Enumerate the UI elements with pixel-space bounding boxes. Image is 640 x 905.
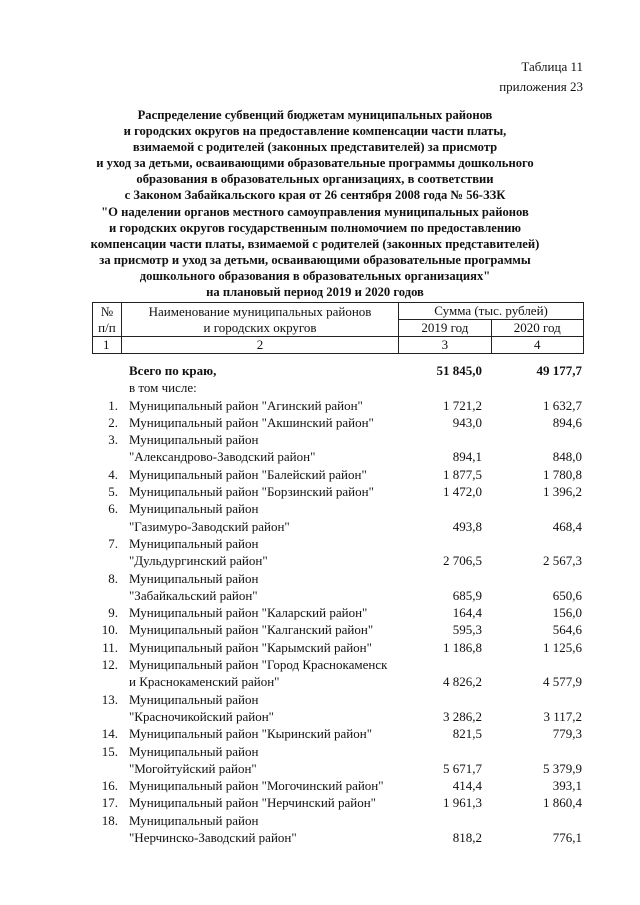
header-col-1: 1	[93, 337, 122, 354]
table-row	[92, 691, 584, 726]
row-value-2019: 894,1	[452, 449, 482, 465]
row-value-2020: 468,4	[552, 518, 582, 534]
row-value-2019: 818,2	[452, 830, 482, 846]
row-name-line2: "Александрово-Заводский район"	[129, 449, 316, 465]
row-number: 9.	[108, 605, 118, 621]
title-line: и городских округов государственным полномочием по предоставлению	[108, 220, 522, 235]
table-row	[92, 397, 584, 414]
table-row	[92, 535, 584, 570]
row-name	[129, 691, 419, 726]
row-name	[129, 794, 419, 811]
row-name	[129, 535, 419, 570]
row-name-line2: "Красночикойский район"	[129, 708, 274, 724]
row-name-line1: Муниципальный район	[129, 501, 259, 517]
row-value-2019: 5 671,7	[443, 760, 482, 776]
row-value-2019: 595,3	[452, 622, 482, 638]
table-row	[92, 483, 584, 500]
header-num-line1: №	[100, 303, 114, 319]
row-name	[129, 656, 419, 691]
row-number: 7.	[108, 535, 118, 551]
title-line: и городских округов на предоставление компенсации части платы,	[123, 124, 507, 139]
title-line: компенсации части платы, взимаемой с родителей (законных представителей)	[90, 236, 540, 251]
header-name-line2: и городских округов	[203, 319, 317, 335]
row-value-2019: 2 706,5	[443, 553, 482, 569]
row-value-2019: 685,9	[452, 587, 482, 603]
table-row	[92, 466, 584, 483]
table-body	[92, 362, 584, 846]
title-line: и уход за детьми, осваивающими образовательные программы дошкольного	[96, 156, 534, 171]
table-row	[92, 777, 584, 794]
row-name-line1: Муниципальный район "Могочинский район"	[129, 778, 384, 794]
row-name-line1: Муниципальный район "Калганский район"	[129, 622, 374, 638]
appendix-reference: приложения 23	[499, 79, 583, 94]
row-number: 16.	[101, 778, 118, 794]
row-value-2020: 776,1	[552, 830, 582, 846]
row-number: 17.	[101, 795, 118, 811]
row-value-2019: 4 826,2	[443, 674, 482, 690]
row-name-line1: Муниципальный район	[129, 432, 259, 448]
row-value-2020: 1 396,2	[543, 484, 582, 500]
row-name	[129, 639, 419, 656]
header-col-4: 4	[491, 337, 583, 354]
table-header	[92, 302, 584, 354]
title-line: с Законом Забайкальского края от 26 сентября 2008 года № 56-ЗЗК	[124, 188, 506, 203]
row-value-2019: 3 286,2	[443, 708, 482, 724]
row-number: 11.	[102, 639, 118, 655]
row-name-line1: Муниципальный район	[129, 743, 259, 759]
row-name	[129, 500, 419, 535]
row-name	[129, 725, 419, 742]
row-name-line1: Муниципальный район "Борзинский район"	[129, 484, 374, 500]
row-name-line2: "Газимуро-Заводский район"	[129, 518, 290, 534]
header-col-3: 3	[399, 337, 491, 354]
total-label	[129, 362, 419, 397]
row-number: 18.	[101, 812, 118, 828]
row-name	[129, 621, 419, 638]
row-name	[129, 604, 419, 621]
row-value-2019: 821,5	[452, 726, 482, 742]
total-sub-text: в том числе:	[129, 380, 197, 396]
table-row	[92, 570, 584, 605]
table-row	[92, 794, 584, 811]
table-row	[92, 414, 584, 431]
row-value-2019: 493,8	[452, 518, 482, 534]
row-value-2020: 779,3	[552, 726, 582, 742]
row-name	[129, 397, 419, 414]
row-value-2019: 1 961,3	[443, 795, 482, 811]
row-value-2019: 164,4	[452, 605, 482, 621]
row-name	[129, 483, 419, 500]
row-value-2020: 156,0	[552, 605, 582, 621]
header-name-line1: Наименование муниципальных районов	[148, 303, 372, 319]
row-name	[129, 431, 419, 466]
title-line: дошкольного образования в образовательных организациях"	[139, 268, 491, 283]
table-row	[92, 621, 584, 638]
row-name-line1: Муниципальный район "Кыринский район"	[129, 726, 373, 742]
row-value-2019: 1 472,0	[443, 484, 482, 500]
row-number: 1.	[108, 397, 118, 413]
header-sum: Сумма (тыс. рублей)	[399, 303, 584, 320]
row-name-line1: Муниципальный район "Карымский район"	[129, 639, 372, 655]
row-value-2020: 1 780,8	[543, 466, 582, 482]
table-row	[92, 743, 584, 778]
row-name-line1: Муниципальный район "Каларский район"	[129, 605, 368, 621]
row-value-2020: 1 632,7	[543, 397, 582, 413]
title-line: за присмотр и уход за детьми, осваивающими образовательные программы	[99, 252, 531, 267]
table-row	[92, 656, 584, 691]
row-value-2020: 1 125,6	[543, 639, 582, 655]
header-num-line2: п/п	[98, 319, 116, 335]
row-value-2019: 1 186,8	[443, 639, 482, 655]
row-value-2019: 943,0	[452, 414, 482, 430]
row-value-2019: 1 877,5	[443, 466, 482, 482]
row-number: 14.	[101, 726, 118, 742]
row-name-line2: "Нерчинско-Заводский район"	[129, 830, 297, 846]
title-line: "О наделении органов местного самоуправления муниципальных районов	[101, 204, 529, 219]
row-name-line2: "Могойтуйский район"	[129, 760, 257, 776]
row-name-line2: и Краснокаменский район"	[129, 674, 280, 690]
row-name	[129, 466, 419, 483]
header-col-2: 2	[121, 337, 398, 354]
title-line: взимаемой с родителей (законных представителей) за присмотр	[132, 140, 498, 155]
header-2020: 2020 год	[491, 320, 583, 337]
row-number: 4.	[108, 466, 118, 482]
row-name-line2: "Дульдургинский район"	[129, 553, 268, 569]
row-number: 2.	[108, 414, 118, 430]
row-name	[129, 570, 419, 605]
row-value-2020: 848,0	[552, 449, 582, 465]
header-2019: 2019 год	[399, 320, 491, 337]
row-number: 6.	[108, 501, 118, 517]
row-name-line1: Муниципальный район	[129, 812, 259, 828]
total-2019: 51 845,0	[436, 363, 482, 378]
row-value-2020: 3 117,2	[543, 708, 582, 724]
row-name	[129, 777, 419, 794]
row-number: 5.	[108, 484, 118, 500]
row-name	[129, 743, 419, 778]
row-number: 3.	[108, 432, 118, 448]
title-line: образования в образовательных организациях, в соответствии	[136, 172, 494, 187]
header-num	[93, 303, 122, 337]
row-number: 12.	[101, 657, 118, 673]
row-value-2019: 414,4	[452, 778, 482, 794]
row-value-2020: 564,6	[552, 622, 582, 638]
row-name	[129, 414, 419, 431]
row-number: 10.	[101, 622, 118, 638]
total-label-text: Всего по краю,	[129, 363, 217, 378]
row-name-line1: Муниципальный район	[129, 535, 259, 551]
total-2020: 49 177,7	[536, 363, 582, 378]
row-name-line1: Муниципальный район	[129, 691, 259, 707]
title-line: Распределение субвенций бюджетам муниципальных районов	[137, 108, 493, 122]
row-name-line1: Муниципальный район "Нерчинский район"	[129, 795, 376, 811]
row-number: 8.	[108, 570, 118, 586]
row-value-2019: 1 721,2	[443, 397, 482, 413]
row-name-line1: Муниципальный район "Агинский район"	[129, 397, 363, 413]
table-row	[92, 500, 584, 535]
row-value-2020: 393,1	[552, 778, 582, 794]
row-value-2020: 5 379,9	[543, 760, 582, 776]
table-row	[92, 431, 584, 466]
row-name-line2: "Забайкальский район"	[129, 587, 258, 603]
table-row	[92, 725, 584, 742]
row-name-line1: Муниципальный район "Акшинский район"	[129, 414, 374, 430]
row-value-2020: 650,6	[552, 587, 582, 603]
total-row	[92, 362, 584, 397]
row-name-line1: Муниципальный район	[129, 570, 259, 586]
table-row	[92, 812, 584, 847]
title-line: на плановый период 2019 и 2020 годов	[206, 285, 424, 300]
header-name	[121, 303, 398, 337]
row-value-2020: 894,6	[552, 414, 582, 430]
row-value-2020: 1 860,4	[543, 795, 582, 811]
row-name	[129, 812, 419, 847]
row-value-2020: 4 577,9	[543, 674, 582, 690]
document-title	[60, 107, 570, 300]
table-row	[92, 639, 584, 656]
row-number: 13.	[101, 691, 118, 707]
table-row	[92, 604, 584, 621]
row-number: 15.	[101, 743, 118, 759]
table-number: Таблица 11	[521, 59, 583, 74]
row-name-line1: Муниципальный район "Город Краснокаменск	[129, 657, 388, 673]
row-name-line1: Муниципальный район "Балейский район"	[129, 466, 367, 482]
row-value-2020: 2 567,3	[543, 553, 582, 569]
